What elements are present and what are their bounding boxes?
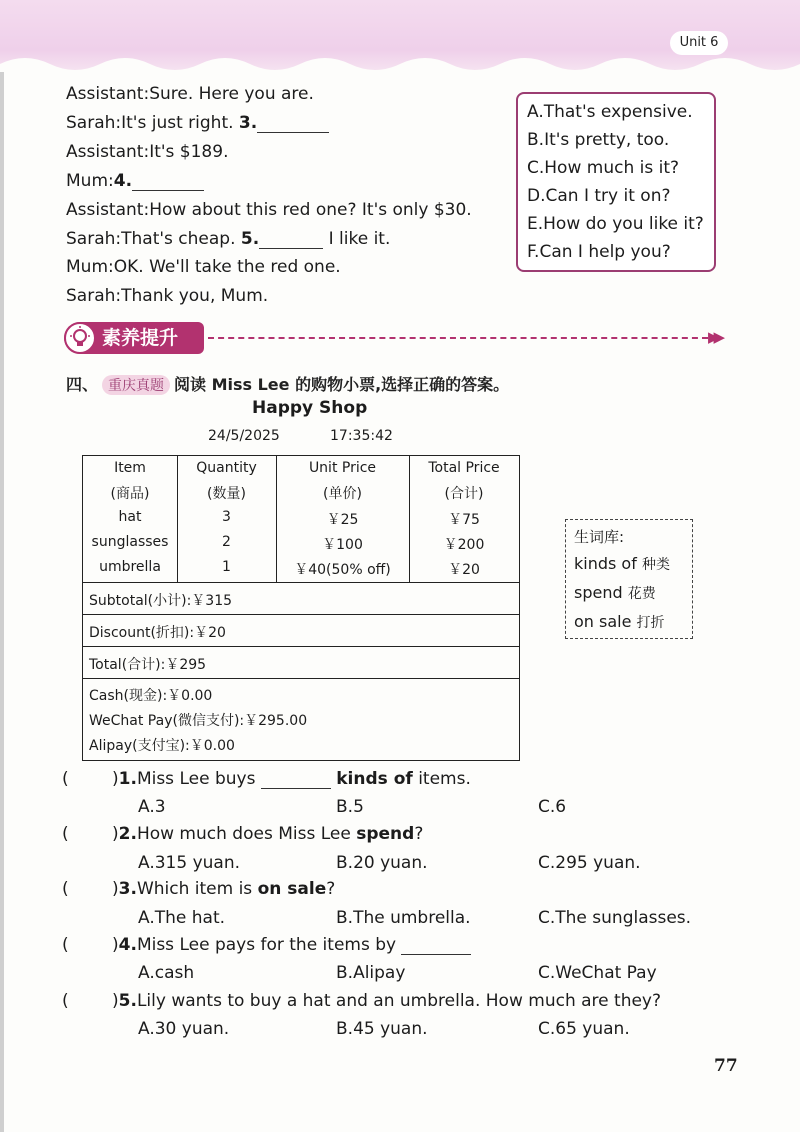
dialogue-line: Mum:OK. We'll take the red one. <box>66 257 341 277</box>
speaker: Assistant <box>66 200 144 220</box>
answer-paren-open[interactable]: ( <box>62 879 69 899</box>
answer-paren-open[interactable]: ( <box>62 824 69 844</box>
table-cell: 2 <box>222 534 231 550</box>
row-divider <box>83 614 519 615</box>
receipt-date: 24/5/2025 <box>208 428 280 444</box>
question-2: )2.How much does Miss Lee spend? <box>112 824 424 844</box>
table-cell: 3 <box>222 509 231 525</box>
speaker: Assistant <box>66 142 144 162</box>
dialogue-line: Assistant:It's $189. <box>66 142 229 162</box>
dialogue-text: OK. We'll take the red one. <box>113 257 341 277</box>
option-a: A.That's expensive. <box>527 102 693 122</box>
table-cell: ￥20 <box>448 562 480 578</box>
dialogue-line: Assistant:Sure. Here you are. <box>66 84 314 104</box>
blank-number: 3. <box>238 113 258 133</box>
answer-paren-open[interactable]: ( <box>62 935 69 955</box>
row-divider <box>83 678 519 679</box>
answer-paren-open[interactable]: ( <box>62 991 69 1011</box>
table-cell: hat <box>118 509 142 525</box>
question-3: )3.Which item is on sale? <box>112 879 336 899</box>
table-cell: sunglasses <box>91 534 169 550</box>
options-box <box>516 92 716 272</box>
dialogue-line: Sarah:That's cheap. 5. I like it. <box>66 229 391 249</box>
dialogue-text: How about this red one? It's only $30. <box>149 200 472 220</box>
vocab-item: spend 花费 <box>574 583 656 602</box>
blank-number: 4. <box>113 171 133 191</box>
option-c[interactable]: C.65 yuan. <box>538 1019 630 1039</box>
blank-number: 5. <box>240 229 260 249</box>
dialogue-text: It's just right. <box>121 113 234 133</box>
payment-wechat: WeChat Pay(微信支付):￥295.00 <box>89 713 308 729</box>
vocab-item: kinds of 种类 <box>574 554 670 573</box>
answer-blank[interactable] <box>257 114 329 133</box>
column-header-cn: (商品) <box>110 486 150 502</box>
column-header: Item <box>114 460 146 476</box>
speaker: Sarah <box>66 113 116 133</box>
question-instruction: 阅读 Miss Lee 的购物小票,选择正确的答案。 <box>174 375 510 394</box>
option-b[interactable]: B.Alipay <box>336 963 406 983</box>
option-f: F.Can I help you? <box>527 242 671 262</box>
page-binding-edge <box>0 0 4 1132</box>
question-4: )4.Miss Lee pays for the items by <box>112 935 471 955</box>
page-header-band <box>0 0 800 72</box>
receipt-table <box>82 455 520 761</box>
answer-blank[interactable] <box>401 936 471 955</box>
payment-cash: Cash(现金):￥0.00 <box>89 688 213 704</box>
table-cell: ￥200 <box>443 537 485 553</box>
speaker: Mum <box>66 257 109 277</box>
table-cell: ￥40(50% off) <box>294 562 391 578</box>
row-divider <box>83 646 519 647</box>
total: Total(合计):￥295 <box>89 657 207 673</box>
unit-badge: Unit 6 <box>670 31 728 55</box>
table-cell: 1 <box>222 559 231 575</box>
vocab-item: on sale 打折 <box>574 612 665 631</box>
receipt-time: 17:35:42 <box>330 428 393 444</box>
option-d: D.Can I try it on? <box>527 186 671 206</box>
payment-alipay: Alipay(支付宝):￥0.00 <box>89 738 235 754</box>
column-header: Total Price <box>428 460 500 476</box>
option-b[interactable]: B.20 yuan. <box>336 853 428 873</box>
dialogue-text: Thank you, Mum. <box>121 286 269 306</box>
column-header: Unit Price <box>308 460 377 476</box>
speaker: Mum <box>66 171 109 191</box>
option-a[interactable]: A.3 <box>138 797 166 817</box>
speaker: Sarah <box>66 229 116 249</box>
question-5: )5.Lily wants to buy a hat and an umbrella. How much are they? <box>112 991 662 1011</box>
option-c: C.How much is it? <box>527 158 680 178</box>
option-a[interactable]: A.30 yuan. <box>138 1019 230 1039</box>
double-arrow-icon: ▶▶ <box>708 328 720 346</box>
option-e: E.How do you like it? <box>527 214 704 234</box>
question-header <box>66 372 509 395</box>
answer-paren-open[interactable]: ( <box>62 769 69 789</box>
dialogue-text: I like it. <box>328 229 391 249</box>
dialogue-line: Mum:4. <box>66 171 204 191</box>
shop-name: Happy Shop <box>252 398 368 418</box>
subtotal: Subtotal(小计):￥315 <box>89 593 233 609</box>
dialogue-line: Sarah:It's just right. 3. <box>66 113 329 133</box>
section-divider <box>208 337 708 339</box>
option-b: B.It's pretty, too. <box>527 130 670 150</box>
speaker: Sarah <box>66 286 116 306</box>
answer-blank[interactable] <box>259 230 323 249</box>
lightbulb-icon <box>64 322 96 354</box>
speaker: Assistant <box>66 84 144 104</box>
answer-blank[interactable] <box>132 172 204 191</box>
option-b[interactable]: B.45 yuan. <box>336 1019 428 1039</box>
source-tag: 重庆真题 <box>102 375 170 395</box>
dialogue-line: Assistant:How about this red one? It's only $30. <box>66 200 472 220</box>
answer-blank[interactable] <box>261 770 331 789</box>
column-header: Quantity <box>196 460 257 476</box>
option-c[interactable]: C.6 <box>538 797 567 817</box>
column-header-cn: (数量) <box>207 486 246 502</box>
option-c[interactable]: C.WeChat Pay <box>538 963 657 983</box>
table-cell: umbrella <box>99 559 161 575</box>
dialogue-line: Sarah:Thank you, Mum. <box>66 286 269 306</box>
option-a[interactable]: A.The hat. <box>138 908 226 928</box>
column-header-cn: (合计) <box>444 486 484 502</box>
option-b[interactable]: B.The umbrella. <box>336 908 471 928</box>
column-header-cn: (单价) <box>323 486 362 502</box>
dialogue-text: Sure. Here you are. <box>149 84 314 104</box>
page-number: 77 <box>714 1056 738 1076</box>
table-cell: ￥100 <box>322 537 363 553</box>
vocab-title: 生词库: <box>574 528 625 546</box>
option-b[interactable]: B.5 <box>336 797 364 817</box>
table-cell: ￥75 <box>448 512 480 528</box>
vocabulary-box <box>565 519 693 639</box>
discount: Discount(折扣):￥20 <box>89 625 226 641</box>
option-a[interactable]: A.315 yuan. <box>138 853 241 873</box>
option-a[interactable]: A.cash <box>138 963 195 983</box>
dialogue-text: That's cheap. <box>121 229 236 249</box>
table-cell: ￥25 <box>326 512 359 528</box>
option-c[interactable]: C.295 yuan. <box>538 853 641 873</box>
option-c[interactable]: C.The sunglasses. <box>538 908 692 928</box>
question-1: )1.Miss Lee buys kinds of items. <box>112 769 471 789</box>
section-title: 素养提升 <box>102 327 179 349</box>
row-divider <box>83 582 519 583</box>
question-number: 四、 <box>66 375 99 394</box>
wave-decoration <box>0 52 800 72</box>
dialogue-text: It's $189. <box>149 142 229 162</box>
